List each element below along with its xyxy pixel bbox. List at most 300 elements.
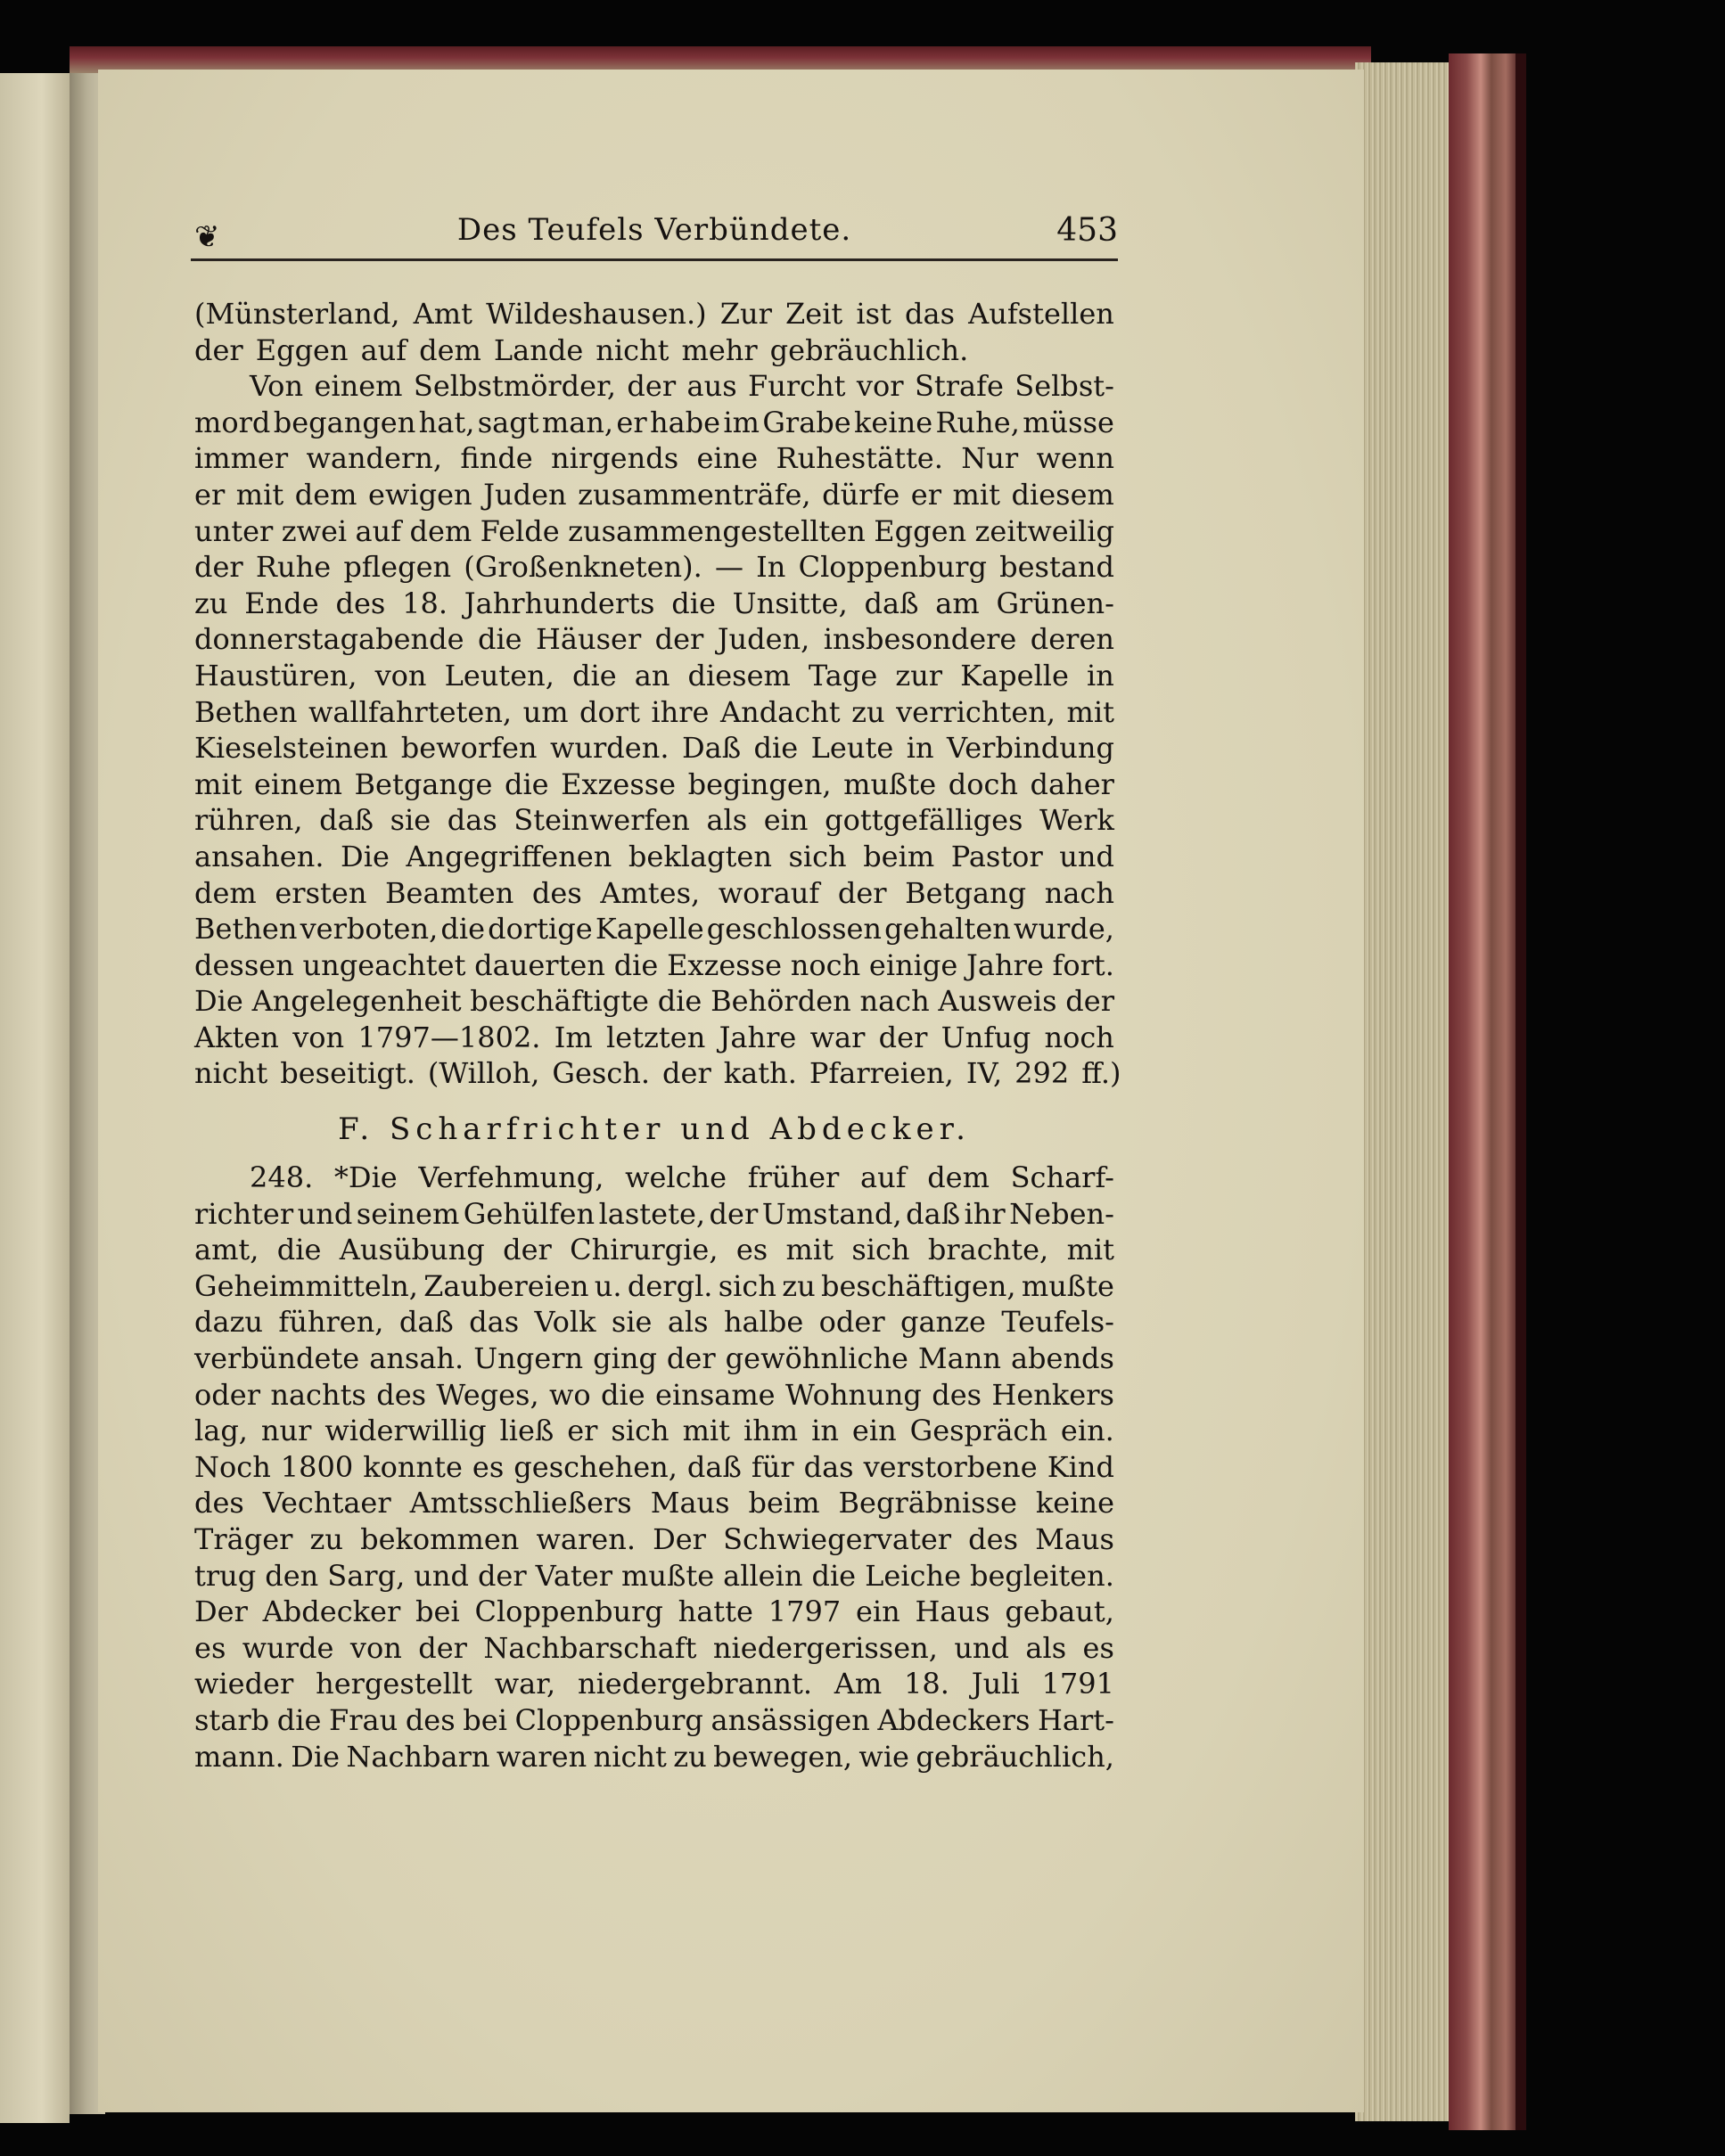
word: ließ [499, 1414, 554, 1448]
word: deren [1030, 622, 1114, 657]
text-line [194, 1413, 1114, 1449]
text-line [194, 658, 1114, 694]
word: Pfarreien, [809, 1056, 954, 1091]
word: Haus [915, 1594, 990, 1629]
word: von [292, 1020, 345, 1054]
word: pflegen [343, 550, 452, 585]
word: aus [686, 369, 737, 404]
page-edges [1355, 62, 1453, 2121]
word: dürfe [822, 477, 900, 512]
word: der [1065, 984, 1114, 1019]
word: Werk [1039, 803, 1114, 838]
word: Die [194, 984, 243, 1019]
word: und [954, 1630, 1010, 1665]
word: Henkers [991, 1377, 1114, 1412]
word: nur [260, 1414, 312, 1448]
word: Kieselsteinen [194, 731, 389, 766]
word: Vechtaer [262, 1486, 391, 1521]
word: oder [818, 1305, 885, 1340]
word: die [811, 1558, 857, 1593]
word: Furcht [748, 369, 846, 404]
text-line [194, 513, 1114, 550]
text-line [194, 875, 1114, 912]
word: er [567, 1414, 598, 1448]
word: er [194, 477, 226, 512]
word: Zur [719, 297, 772, 331]
word: wandern, [306, 441, 443, 476]
word: mußte [621, 1558, 715, 1593]
word: Exzesse [561, 766, 677, 801]
word: für [751, 1449, 794, 1484]
word: die [477, 622, 522, 657]
word: früher [747, 1160, 840, 1195]
word: nicht [596, 332, 669, 367]
word: der [662, 1056, 711, 1091]
word: Behörden [711, 984, 851, 1019]
word: im [723, 405, 760, 439]
word: der [503, 1233, 552, 1267]
text-line [194, 911, 1114, 947]
word: (Großenkneten). [464, 550, 702, 585]
word: begangen [273, 405, 416, 439]
word: zeitweilig [974, 513, 1114, 548]
word: sie [611, 1305, 653, 1340]
word: Juden [483, 477, 567, 512]
word: des [932, 1377, 982, 1412]
text-line [194, 1594, 1114, 1630]
word: Sarg, [327, 1558, 406, 1593]
word: niedergerissen, [712, 1630, 938, 1665]
word: daß [398, 1305, 454, 1340]
text-line [194, 440, 1114, 477]
word: starb [194, 1702, 270, 1737]
word: Abdeckers [877, 1702, 1031, 1737]
word: Jahre [719, 1020, 797, 1054]
word: zu [851, 694, 885, 729]
word: Juli [971, 1667, 1020, 1701]
word: Maus [1035, 1522, 1114, 1556]
word: dergl. [627, 1268, 713, 1303]
word: Ausübung [339, 1233, 485, 1267]
word: der [666, 1341, 716, 1376]
word: in [1087, 658, 1114, 693]
word: Gespräch [909, 1414, 1047, 1448]
word: die [671, 586, 716, 620]
word: des [531, 875, 582, 910]
word: mehr [681, 332, 758, 367]
word: (Münsterland, [194, 297, 400, 331]
word: mit [682, 1414, 730, 1448]
word: auf [355, 513, 402, 548]
word: halbe [723, 1305, 804, 1340]
word: mann. [194, 1739, 284, 1774]
text-line [194, 621, 1114, 658]
word: richter [194, 1196, 294, 1231]
word: Am [834, 1667, 883, 1701]
word: begleiten. [970, 1558, 1114, 1593]
word: das [803, 1449, 854, 1484]
word: der [194, 332, 243, 367]
word: Gehülfen [463, 1196, 596, 1231]
word: Geheimmitteln, [194, 1268, 418, 1303]
text-line [194, 802, 1114, 839]
word: es [735, 1233, 768, 1267]
word: an [634, 658, 670, 693]
word: Grünen- [996, 586, 1114, 620]
word: verbündete [194, 1341, 360, 1376]
text-line [194, 983, 1114, 1020]
word: niedergebrannt. [577, 1667, 812, 1701]
word: waren. [536, 1522, 636, 1556]
word: Noch [194, 1449, 271, 1484]
text-line [194, 405, 1114, 441]
word: verrichten, [896, 694, 1056, 729]
word: fort. [1052, 947, 1114, 982]
text-line [194, 1340, 1114, 1377]
word: um [522, 694, 569, 729]
word: Ruhe, [935, 405, 1020, 439]
text-line [194, 1020, 1114, 1056]
word: gebaut, [1005, 1594, 1114, 1629]
word: Volk [534, 1305, 596, 1340]
word: Lande [493, 332, 584, 367]
word: die [504, 766, 549, 801]
word: Selbst- [1014, 369, 1114, 404]
word: diesem [687, 658, 791, 693]
word: beim [863, 839, 935, 873]
word: Cloppenburg [798, 550, 987, 585]
word: oder [194, 1377, 260, 1412]
word: Umstand, [761, 1196, 902, 1231]
word: Abdecker [262, 1594, 401, 1629]
text-line [194, 1702, 1114, 1739]
text-line [194, 1449, 1114, 1486]
word: ein [855, 1594, 900, 1629]
word: Von [250, 369, 304, 404]
word: keine [1035, 1486, 1114, 1521]
word: 1791 [1041, 1667, 1114, 1701]
word: nach [1044, 875, 1114, 910]
word: 18. [402, 586, 448, 620]
word: nicht [194, 1056, 268, 1091]
word: ungeachtet [302, 947, 466, 982]
word: einsame [655, 1377, 776, 1412]
word: welche [625, 1160, 727, 1195]
section-heading: F. Scharfrichter und Abdecker. [338, 1111, 971, 1148]
word: der [194, 550, 243, 585]
word: Andacht [719, 694, 841, 729]
word: des [335, 586, 386, 620]
word: Nachbarschaft [483, 1630, 697, 1665]
word: der [878, 1020, 928, 1054]
text-line [194, 839, 1114, 875]
word: am [935, 586, 980, 620]
word: wallfahrteten, [308, 694, 513, 729]
word: dem [409, 513, 472, 548]
word: Gesch. [552, 1056, 651, 1091]
word: nach [859, 984, 930, 1019]
text-line [194, 296, 1114, 332]
word: beschäftigen, [820, 1268, 1016, 1303]
word: beklagten [628, 839, 772, 873]
word: 292 [1014, 1056, 1070, 1091]
word: rühren, [194, 803, 303, 838]
word: 1797 [768, 1594, 842, 1629]
word: Akten [194, 1020, 279, 1054]
word: müsse [1023, 405, 1114, 439]
word: 248. [250, 1160, 314, 1195]
word: wenn [1036, 441, 1114, 476]
text-line [194, 1232, 1114, 1268]
word: donnerstagabende [194, 622, 464, 657]
word: mit [235, 477, 284, 512]
word: trug [194, 1558, 257, 1593]
word: Angelegenheit [251, 984, 462, 1019]
word: sagt [477, 405, 539, 439]
word: ansah. [369, 1341, 464, 1376]
word: Chirurgie, [570, 1233, 719, 1267]
word: die [572, 658, 617, 693]
word: Die [341, 839, 390, 873]
word: beschäftigte [470, 984, 649, 1019]
word: doch [948, 766, 1019, 801]
text-line [194, 586, 1114, 622]
word: Selbstmörder, [413, 369, 617, 404]
word: unter [194, 513, 274, 548]
word: Eggen [874, 513, 967, 548]
word: Aufstellen [968, 297, 1114, 331]
word: worauf [718, 875, 820, 910]
word: in [811, 1414, 839, 1448]
word: beworfen [400, 731, 538, 766]
word: Leute [810, 731, 894, 766]
word: Hart- [1038, 1702, 1114, 1737]
word: die [753, 731, 799, 766]
word: Jahre [966, 947, 1044, 982]
word: Nur [961, 441, 1019, 476]
word: den [265, 1558, 319, 1593]
word: Steinwerfen [513, 803, 690, 838]
text-line [194, 1739, 1114, 1775]
marbled-cover [1449, 53, 1520, 2130]
word: ihr [964, 1196, 1006, 1231]
word: hat, [418, 405, 475, 439]
word: u. [594, 1268, 622, 1303]
word: bestand [999, 550, 1114, 585]
word: Ende [244, 586, 319, 620]
word: zwei [281, 513, 348, 548]
word: ging [593, 1341, 657, 1376]
word: dauerten [474, 947, 605, 982]
word: Cloppenburg [514, 1702, 703, 1737]
word: ihm [743, 1414, 799, 1448]
word: Kapelle [960, 658, 1069, 693]
word: Neben- [1009, 1196, 1114, 1231]
word: ist [856, 297, 891, 331]
word: des [376, 1377, 427, 1412]
word: ein. [1060, 1414, 1114, 1448]
word: er [616, 405, 647, 439]
word: immer [194, 441, 289, 476]
word: es [194, 1630, 226, 1665]
word: es [1082, 1630, 1114, 1665]
word: in [906, 731, 934, 766]
word: war [809, 1020, 866, 1054]
text-line [194, 947, 1114, 984]
word: und [1059, 839, 1114, 873]
word: Nachbarn [346, 1739, 490, 1774]
word: Ruhe [255, 550, 332, 585]
word: mit [952, 477, 1000, 512]
word: gottgefälliges [825, 803, 1023, 838]
word: einem [314, 369, 403, 404]
word: Haustüren, [194, 658, 357, 693]
word: gewöhnliche [725, 1341, 908, 1376]
word: 18. [904, 1667, 949, 1701]
word: daß [319, 803, 374, 838]
word: Verfehmung, [418, 1160, 604, 1195]
word: daß [864, 586, 919, 620]
word: Unfug [941, 1020, 1031, 1054]
word: beim [748, 1486, 820, 1521]
word: das [905, 297, 955, 331]
paragraph-block-a [194, 296, 1121, 1092]
word: ein [763, 803, 809, 838]
word: als [667, 1305, 709, 1340]
ornament-icon: ❦ [194, 219, 220, 255]
word: daher [1030, 766, 1114, 801]
word: Maus [650, 1486, 730, 1521]
word: die [276, 1702, 322, 1737]
word: *Die [333, 1160, 398, 1195]
word: finde [460, 441, 533, 476]
word: zu [309, 1522, 343, 1556]
text-line [194, 1521, 1114, 1558]
word: kath. [723, 1056, 797, 1091]
word: Amtes, [600, 875, 701, 910]
word: bei [415, 1594, 460, 1629]
word: Zeit [785, 297, 843, 331]
word: begingen, [687, 766, 832, 801]
text-line [194, 1485, 1114, 1521]
word: die [657, 984, 702, 1019]
word: Eggen [255, 332, 349, 367]
word: Ruhestätte. [776, 441, 943, 476]
word: hatte [678, 1594, 753, 1629]
word: sich [788, 839, 847, 873]
word: Wohnung [784, 1377, 922, 1412]
word: ansahen. [194, 839, 324, 873]
cover-edge [1516, 53, 1526, 2130]
word: Begräbnisse [838, 1486, 1017, 1521]
text-line [194, 1160, 1114, 1196]
word: Der [653, 1522, 706, 1556]
text-line [194, 1666, 1114, 1702]
word: dem [927, 1160, 990, 1195]
word: habe [649, 405, 721, 439]
word: Träger [194, 1522, 293, 1556]
word: allein [723, 1558, 803, 1593]
word: ewigen [368, 477, 472, 512]
word: wurden. [549, 731, 669, 766]
body-text [194, 296, 1121, 1775]
word: wo [549, 1377, 591, 1412]
word: gehalten [884, 912, 1011, 947]
word: dem [419, 332, 481, 367]
word: insbesondere [823, 622, 1017, 657]
text-line [194, 730, 1114, 766]
word: des [194, 1486, 244, 1521]
word: widerwillig [324, 1414, 487, 1448]
word: sie [390, 803, 431, 838]
word: der [418, 1630, 467, 1665]
running-title: Des Teufels Verbündete. [456, 212, 852, 248]
word: lag, [194, 1414, 248, 1448]
word: mußte [1021, 1268, 1114, 1303]
word: ersten [275, 875, 367, 910]
word: auf [360, 332, 407, 367]
word: IV, [965, 1056, 1003, 1091]
text-line [194, 1196, 1114, 1233]
text-line [194, 1304, 1114, 1340]
word: Leiche [865, 1558, 961, 1593]
word: auf [860, 1160, 907, 1195]
word: sich [718, 1268, 776, 1303]
word: mit [785, 1233, 834, 1267]
word: Betgange [354, 766, 493, 801]
word: von [349, 1630, 402, 1665]
word: die [440, 912, 486, 947]
word: einem [253, 766, 343, 801]
word: gebräuchlich. [769, 332, 969, 367]
word: mord [194, 405, 271, 439]
word: ihre [651, 694, 710, 729]
text-line [194, 694, 1114, 731]
word: nirgends [551, 441, 679, 476]
word: Ausweis [938, 984, 1057, 1019]
word: Daß [681, 731, 742, 766]
word: daß [906, 1196, 961, 1231]
word: lastete, [598, 1196, 706, 1231]
word: Teufels- [1001, 1305, 1114, 1340]
word: bewegen, [713, 1739, 853, 1774]
word: In [756, 550, 786, 585]
word: Exzesse [667, 947, 783, 982]
word: Strafe [914, 369, 1004, 404]
word: mußte [843, 766, 937, 801]
word: von [374, 658, 427, 693]
text-line [194, 1268, 1114, 1305]
word: dortige [488, 912, 593, 947]
word: das [469, 1305, 520, 1340]
word: geschlossen [706, 912, 883, 947]
text-line [194, 368, 1114, 405]
word: bei [463, 1702, 507, 1737]
word: der [837, 875, 887, 910]
word: des [405, 1702, 456, 1737]
word: diesem [1011, 477, 1114, 512]
word: noch [1044, 1020, 1114, 1054]
word: ff.) [1081, 1056, 1121, 1091]
word: als [1025, 1630, 1067, 1665]
word: Scharf- [1010, 1160, 1114, 1195]
word: als [706, 803, 748, 838]
text-line [194, 1377, 1114, 1414]
text-line [194, 1630, 1114, 1667]
word: man, [541, 405, 614, 439]
word: konnte [363, 1449, 463, 1484]
word: Leuten, [444, 658, 554, 693]
